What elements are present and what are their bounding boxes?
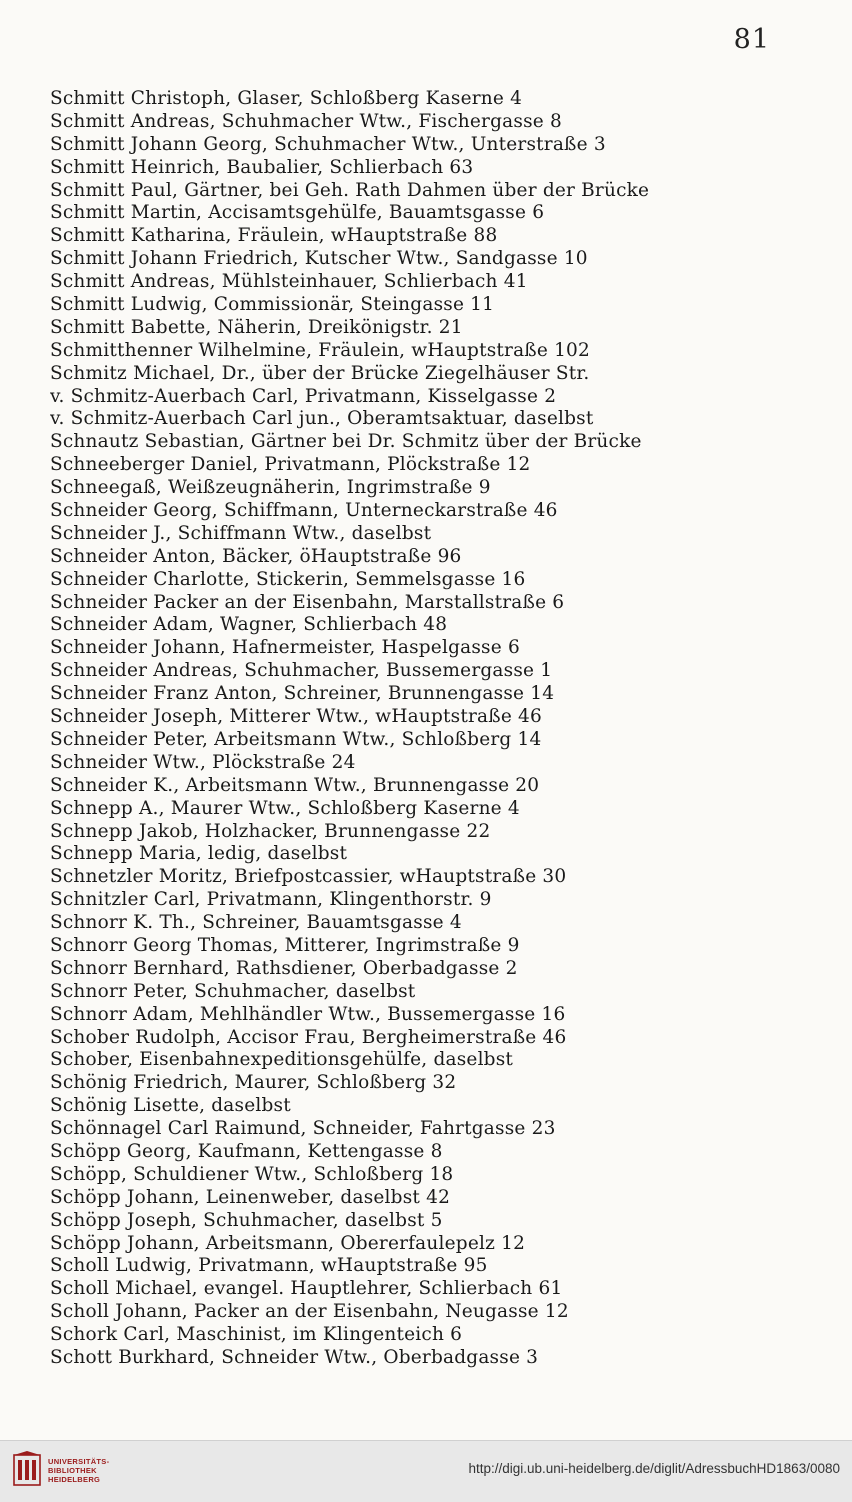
address-entry: Schnorr Adam, Mehlhändler Wtw., Bussemergasse 16 — [50, 1003, 566, 1025]
address-entry: Schmitt Babette, Näherin, Dreikönigstr. 21 — [50, 316, 463, 338]
page-number: 81 — [733, 24, 770, 55]
address-entry: Schneider Packer an der Eisenbahn, Marstallstraße 6 — [50, 591, 565, 613]
address-entry: Schmitthenner Wilhelmine, Fräulein, wHauptstraße 102 — [50, 339, 590, 361]
address-entry: Schneider Georg, Schiffmann, Unterneckarstraße 46 — [50, 500, 558, 522]
address-entry: Schmitt Christoph, Glaser, Schloßberg Kaserne 4 — [50, 88, 523, 109]
address-entry: Schneider Peter, Arbeitsmann Wtw., Schloßberg 14 — [50, 728, 542, 750]
library-logo[interactable] — [12, 1447, 122, 1495]
address-entry: Schmitt Heinrich, Baubalier, Schlierbach 63 — [50, 156, 474, 178]
address-entry: Schneider Joseph, Mitterer Wtw., wHauptstraße 46 — [50, 706, 542, 728]
address-entry: Schnepp A., Maurer Wtw., Schloßberg Kaserne 4 — [50, 797, 520, 819]
address-entry: Schnautz Sebastian, Gärtner bei Dr. Schmitz über der Brücke — [50, 431, 642, 453]
address-entry: Schmitt Andreas, Mühlsteinhauer, Schlierbach 41 — [50, 271, 528, 293]
address-entry: Schober, Eisenbahnexpeditionsgehülfe, daselbst — [50, 1049, 514, 1071]
address-entry: Schnorr K. Th., Schreiner, Bauamtsgasse 4 — [50, 912, 462, 934]
address-entry: Schober Rudolph, Accisor Frau, Bergheimerstraße 46 — [50, 1026, 567, 1048]
address-entry: Schmitt Johann Friedrich, Kutscher Wtw., Sandgasse 10 — [50, 248, 588, 270]
address-entry-list — [50, 88, 822, 1370]
address-entry: Schneider Anton, Bäcker, öHauptstraße 96 — [50, 545, 462, 567]
address-entry: v. Schmitz-Auerbach Carl, Privatmann, Kisselgasse 2 — [50, 385, 557, 407]
address-entry: Schmitt Ludwig, Commissionär, Steingasse 11 — [50, 294, 495, 316]
permalink-url[interactable]: http://digi.ub.uni-heidelberg.de/diglit/AdressbuchHD1863/0080 — [468, 1461, 840, 1476]
address-entry: Schneider Franz Anton, Schreiner, Brunnengasse 14 — [50, 683, 555, 705]
address-entry: Scholl Michael, evangel. Hauptlehrer, Schlierbach 61 — [50, 1278, 563, 1300]
address-entry: Schneider K., Arbeitsmann Wtw., Brunnengasse 20 — [50, 774, 540, 796]
address-entry: Schneider Charlotte, Stickerin, Semmelsgasse 16 — [50, 568, 526, 590]
library-logo-text — [48, 1457, 109, 1484]
address-entry: Schönnagel Carl Raimund, Schneider, Fahrtgasse 23 — [50, 1118, 556, 1140]
address-entry: Schott Burkhard, Schneider Wtw., Oberbadgasse 3 — [50, 1346, 539, 1368]
address-entry: Schmitt Andreas, Schuhmacher Wtw., Fischergasse 8 — [50, 110, 562, 132]
address-entry: Schöpp Joseph, Schuhmacher, daselbst 5 — [50, 1209, 443, 1231]
address-entry: Schnepp Jakob, Holzhacker, Brunnengasse 22 — [50, 820, 491, 842]
address-entry: Scholl Johann, Packer an der Eisenbahn, Neugasse 12 — [50, 1301, 569, 1323]
logo-line: BIBLIOTHEK — [48, 1466, 97, 1475]
address-entry: Schöpp Johann, Arbeitsmann, Obererfaulepelz 12 — [50, 1232, 526, 1254]
address-entry: Schöpp, Schuldiener Wtw., Schloßberg 18 — [50, 1163, 454, 1185]
address-entry: Schneider Wtw., Plöckstraße 24 — [50, 751, 356, 773]
address-entry: Schneeberger Daniel, Privatmann, Plöckstraße 12 — [50, 454, 531, 476]
address-entry: Schnitzler Carl, Privatmann, Klingenthorstr. 9 — [50, 889, 492, 911]
address-entry: Schnepp Maria, ledig, daselbst — [50, 843, 348, 865]
address-entry: Schnorr Bernhard, Rathsdiener, Oberbadgasse 2 — [50, 957, 518, 979]
viewer-footer — [0, 1440, 852, 1502]
address-entry: Schönig Lisette, daselbst — [50, 1095, 291, 1117]
address-entry: Schönig Friedrich, Maurer, Schloßberg 32 — [50, 1072, 457, 1094]
address-entry: Schmitt Johann Georg, Schuhmacher Wtw., Unterstraße 3 — [50, 133, 606, 155]
address-entry: Schnorr Georg Thomas, Mitterer, Ingrimstraße 9 — [50, 934, 520, 956]
address-entry: Schöpp Georg, Kaufmann, Kettengasse 8 — [50, 1140, 443, 1162]
address-entry: Schork Carl, Maschinist, im Klingenteich 6 — [50, 1324, 463, 1346]
address-entry: Schneider Johann, Hafnermeister, Haspelgasse 6 — [50, 637, 520, 659]
address-entry: Schmitt Paul, Gärtner, bei Geh. Rath Dahmen über der Brücke — [50, 179, 650, 201]
address-entry: Schnorr Peter, Schuhmacher, daselbst — [50, 980, 416, 1002]
logo-line: HEIDELBERG — [48, 1475, 101, 1484]
address-entry: Scholl Ludwig, Privatmann, wHauptstraße 95 — [50, 1255, 488, 1277]
address-entry: Schmitz Michael, Dr., über der Brücke Ziegelhäuser Str. — [50, 362, 590, 384]
university-library-logo-icon — [12, 1451, 42, 1489]
logo-line: UNIVERSITÄTS- — [48, 1457, 110, 1466]
address-entry: Schnetzler Moritz, Briefpostcassier, wHauptstraße 30 — [50, 866, 567, 888]
address-entry: Schneider Adam, Wagner, Schlierbach 48 — [50, 614, 448, 636]
address-entry: Schneegaß, Weißzeugnäherin, Ingrimstraße 9 — [50, 477, 491, 499]
address-entry: Schneider Andreas, Schuhmacher, Bussemergasse 1 — [50, 660, 553, 682]
address-entry: Schneider J., Schiffmann Wtw., daselbst — [50, 522, 432, 544]
address-entry: Schmitt Katharina, Fräulein, wHauptstraße 88 — [50, 225, 498, 247]
address-entry: Schöpp Johann, Leinenweber, daselbst 42 — [50, 1186, 451, 1208]
address-entry: v. Schmitz-Auerbach Carl jun., Oberamtsaktuar, daselbst — [50, 408, 594, 430]
address-entry: Schmitt Martin, Accisamtsgehülfe, Bauamtsgasse 6 — [50, 202, 545, 224]
